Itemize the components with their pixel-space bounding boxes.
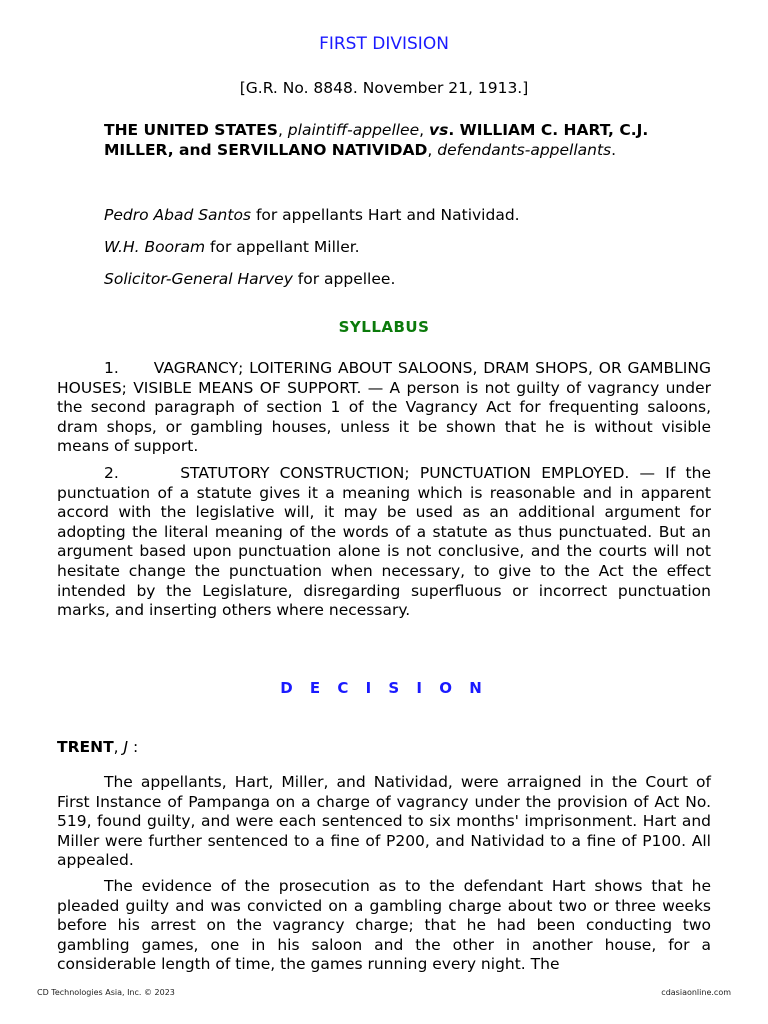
decision-paragraph-text: The appellants, Hart, Miller, and Natividad, were arraigned in the Court of First Instance of Pampanga on a charge of vagrancy under the provision of Act No. 519, found guilty, and were each sentenced to six months' imprisonment. Hart and Miller were further sentenced to a fine of P200, and Natividad to a fine of P100. All appealed. [57,773,711,870]
judge-name: TRENT [57,738,114,756]
versus-label: vs [429,121,449,139]
counsel-name: Pedro Abad Santos [104,206,252,224]
syllabus-item-text: 2. STATUTORY CONSTRUCTION; PUNCTUATION EMPLOYED. — If the punctuation of a statute gives it a meaning which is reasonable and in apparent accord with the legislative will, it may be used as an additional argument for adopting the literal meaning of the words of a statute as thus punctuated. But an argument based upon punctuation alone is not conclusive, and the courts will not hesitate change the punctuation when necessary, to give to the Act the effect intended by the Legislature, disregarding superfluous or incorrect punctuation marks, and inserting others where necessary. [57,464,711,620]
footer-copyright: CD Technologies Asia, Inc. © 2023 [37,988,175,997]
division-heading: FIRST DIVISION [319,34,449,54]
plaintiff-name: THE UNITED STATES [104,121,278,139]
syllabus-item [57,359,711,457]
syllabus-item-text: 1. VAGRANCY; LOITERING ABOUT SALOONS, DRAM SHOPS, OR GAMBLING HOUSES; VISIBLE MEANS OF SUPPORT. — A person is not guilty of vagrancy under the second paragraph of section 1 of the Vagrancy Act for frequenting saloons, dram shops, or gambling houses, unless it be shown that he is without visible means of support. [57,359,711,456]
case-parties: THE UNITED STATES, plaintiff-appellee, vs. WILLIAM C. HART, C.J. MILLER, and SERVILLANO NATIVIDAD, defendants-appellants. [104,121,649,159]
judge-line: TRENT, J : [57,738,139,756]
footer-site: cdasiaonline.com [661,988,731,997]
counsel-text: for appellee. [292,270,396,288]
counsel-text: for appellants Hart and Natividad. [251,206,520,224]
counsel-name: Solicitor-General Harvey [104,270,293,288]
syllabus-heading: SYLLABUS [338,318,430,336]
counsel-name: W.H. Booram [104,238,206,256]
counsel-text: for appellant Miller. [205,238,360,256]
judge-title: J [123,738,129,756]
plaintiff-role: plaintiff-appellee [287,121,420,139]
counsel-line [104,238,360,256]
defendants-names: . WILLIAM C. HART, C.J. MILLER, and SERVILLANO NATIVIDAD [104,121,649,159]
counsel-line [104,270,395,288]
defendants-role: defendants-appellants [437,140,612,159]
case-number: [G.R. No. 8848. November 21, 1913.] [239,79,529,97]
decision-heading: D E C I S I O N [280,679,488,697]
syllabus-item [57,464,711,621]
decision-paragraph-text: The evidence of the prosecution as to the defendant Hart shows that he pleaded guilty and was convicted on a gambling charge about two or three weeks before his arrest on the vagrancy charge; that he had been conducting two gambling games, one in his saloon and the other in another house, for a considerable length of time, the games running every night. The [57,877,711,974]
decision-paragraph [57,877,711,975]
counsel-line [104,206,520,224]
decision-paragraph [57,773,711,871]
